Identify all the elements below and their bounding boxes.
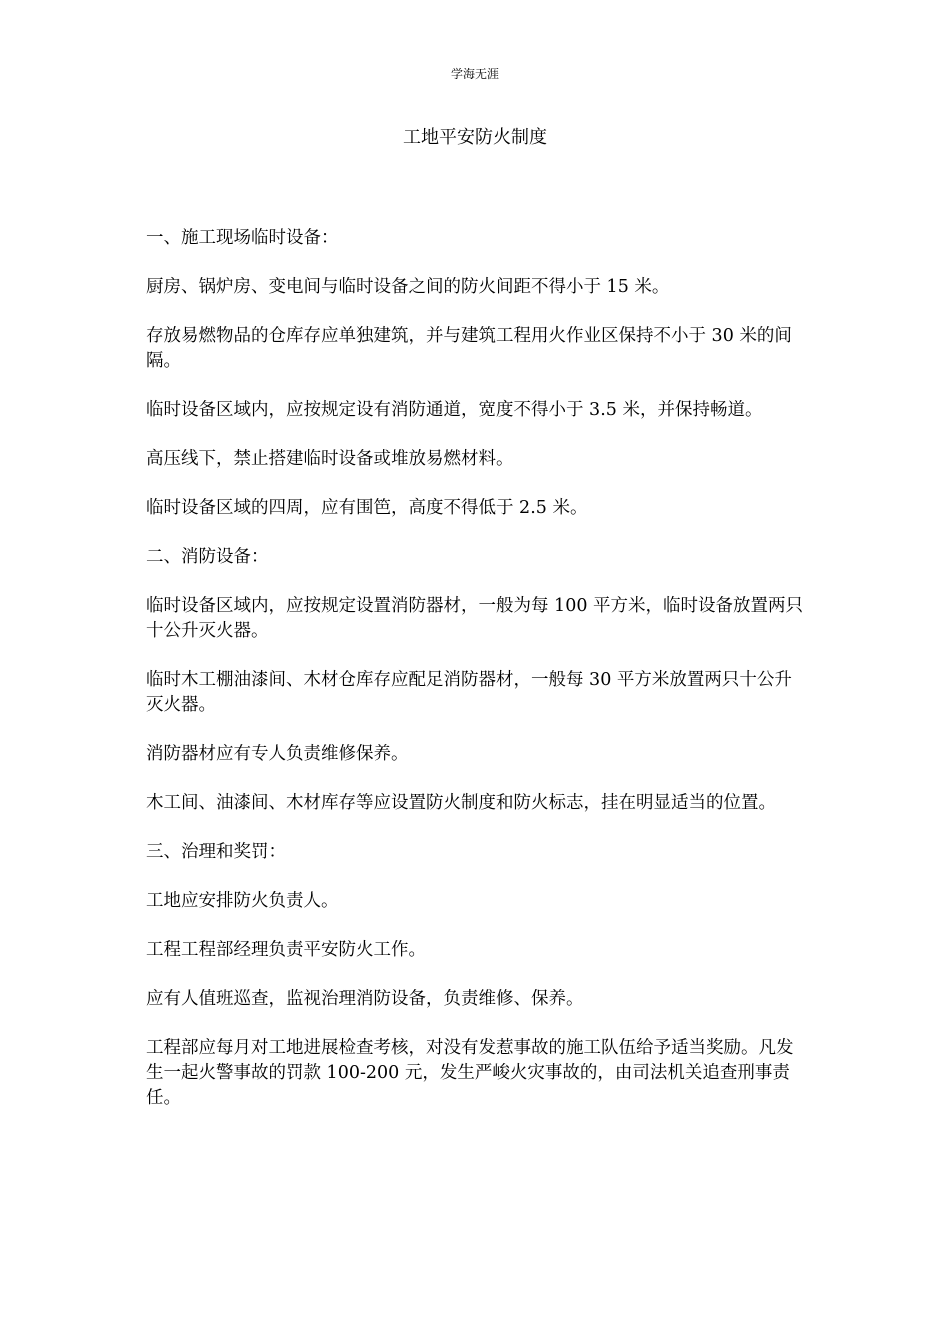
paragraph: 工程部应每月对工地进展检查考核，对没有发惹事故的施工队伍给予适当奖励。凡发生一起火警事故的罚款 100-200 元，发生严峻火灾事故的，由司法机关追查刑事责任。 xyxy=(146,1038,794,1108)
paragraph: 工程工程部经理负责平安防火工作。 xyxy=(146,940,426,960)
paragraph: 高压线下，禁止搭建临时设备或堆放易燃材料。 xyxy=(146,449,514,469)
paragraph: 临时木工棚油漆间、木材仓库存应配足消防器材，一般每 30 平方米放置两只十公升灭火器。 xyxy=(146,670,792,715)
section-heading-3: 三、治理和奖罚： xyxy=(146,842,286,862)
paragraph: 消防器材应有专人负责维修保养。 xyxy=(146,744,409,764)
paragraph: 应有人值班巡查，监视治理消防设备，负责维修、保养。 xyxy=(146,989,584,1009)
paragraph: 临时设备区域内，应按规定设有消防通道，宽度不得小于 3.5 米，并保持畅道。 xyxy=(146,400,763,420)
paragraph: 厨房、锅炉房、变电间与临时设备之间的防火间距不得小于 15 米。 xyxy=(146,277,670,297)
paragraph: 木工间、油漆间、木材库存等应设置防火制度和防火标志，挂在明显适当的位置。 xyxy=(146,793,776,813)
paragraph: 临时设备区域内，应按规定设置消防器材，一般为每 100 平方米，临时设备放置两只十公升灭火器。 xyxy=(146,596,804,641)
paragraph: 存放易燃物品的仓库存应单独建筑，并与建筑工程用火作业区保持不小于 30 米的间隔。 xyxy=(146,326,792,371)
paragraph: 临时设备区域的四周，应有围笆，高度不得低于 2.5 米。 xyxy=(146,498,588,518)
section-heading-2: 二、消防设备： xyxy=(146,547,269,567)
document-title: 工地平安防火制度 xyxy=(403,127,547,148)
paragraph: 工地应安排防火负责人。 xyxy=(146,891,339,911)
document-body xyxy=(146,226,806,1135)
page-header: 学海无涯 xyxy=(450,67,499,81)
section-heading-1: 一、施工现场临时设备： xyxy=(146,228,339,248)
